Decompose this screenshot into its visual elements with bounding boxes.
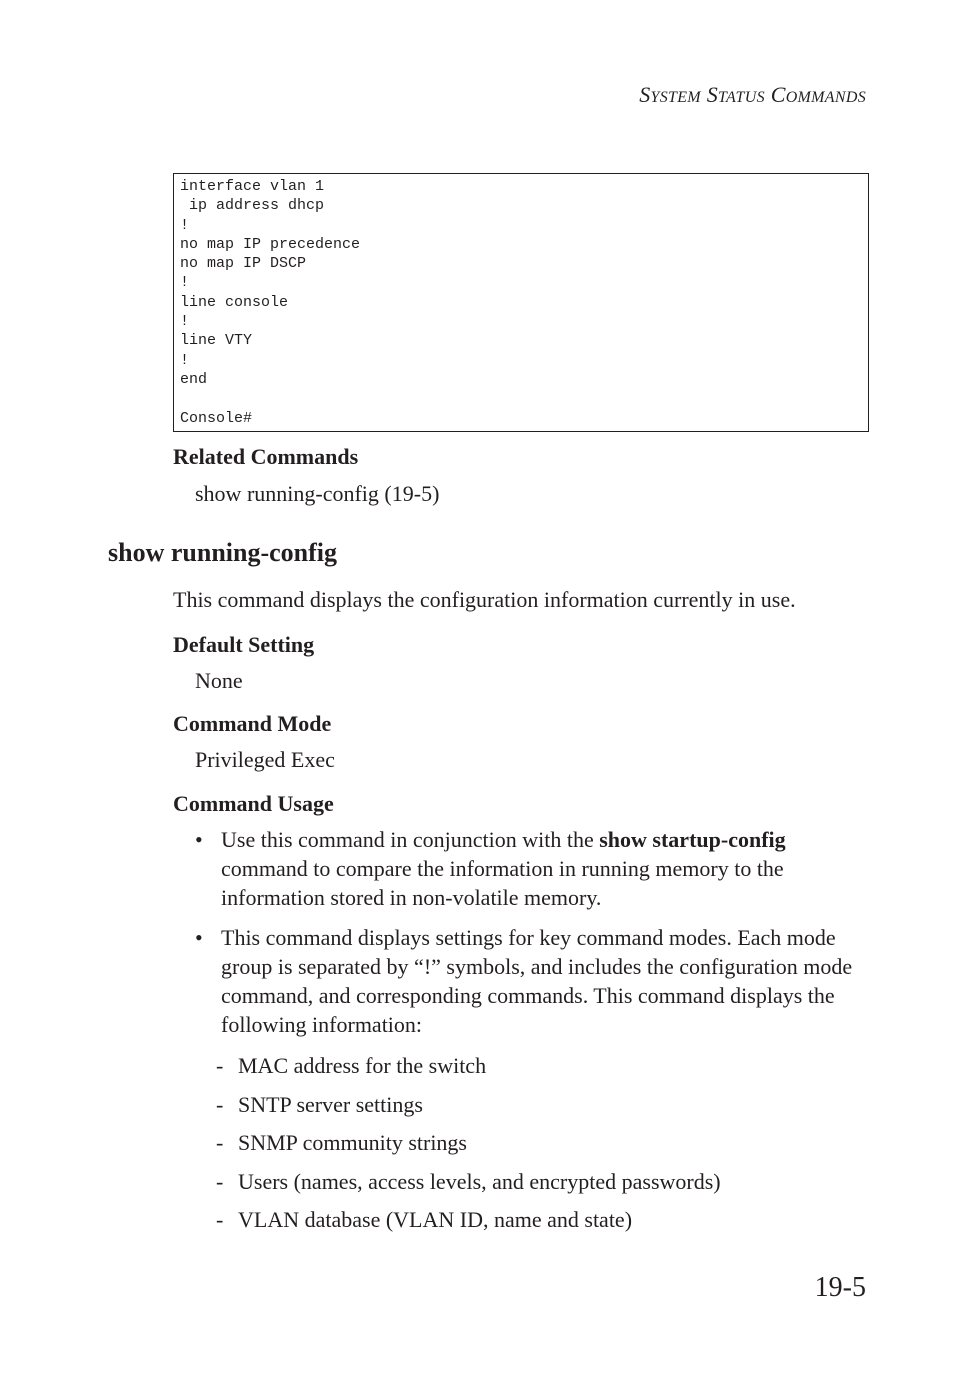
section-description: This command displays the configuration information currently in use. (173, 587, 796, 612)
dash-marker: - (216, 1053, 224, 1078)
code-example: interface vlan 1 ip address dhcp ! no map IP precedence no map IP DSCP ! line console ! line VTY ! end Console# (180, 178, 361, 427)
related-command-item: show running-config (19-5) (195, 481, 440, 506)
sub-item: SNTP server settings (238, 1092, 423, 1117)
section-title: show running-config (108, 538, 337, 567)
related-commands-heading: Related Commands (173, 444, 359, 469)
command-usage-heading: Command Usage (173, 791, 334, 816)
sub-item: VLAN database (VLAN ID, name and state) (238, 1207, 633, 1232)
default-setting-value: None (195, 668, 243, 693)
command-mode-value: Privileged Exec (195, 747, 335, 772)
sub-item: SNMP community strings (238, 1130, 467, 1155)
page-number: 19-5 (814, 1272, 866, 1303)
sub-item: Users (names, access levels, and encrypted passwords) (238, 1169, 721, 1194)
usage-bullet-2: This command displays settings for key command modes. Each mode group is separated by “!” symbols, and includes the configuration mode command, and corresponding commands. This command displays the following information: (221, 925, 853, 1037)
running-header: SYSTEM STATUS COMMANDS (639, 82, 866, 107)
code-example-box (173, 173, 869, 432)
command-mode-heading: Command Mode (173, 711, 332, 736)
dash-marker: - (216, 1092, 224, 1117)
usage-bullet-1: Use this command in conjunction with the show startup-config command to compare the information in running memory to the information stored in non-volatile memory. (221, 827, 786, 910)
dash-marker: - (216, 1169, 224, 1194)
dash-marker: - (216, 1130, 224, 1155)
sub-item: MAC address for the switch (238, 1053, 487, 1078)
dash-marker: - (216, 1207, 224, 1232)
command-reference: show startup-config (599, 827, 786, 852)
bullet-marker: • (195, 827, 203, 852)
default-setting-heading: Default Setting (173, 632, 315, 657)
bullet-marker: • (195, 925, 203, 950)
